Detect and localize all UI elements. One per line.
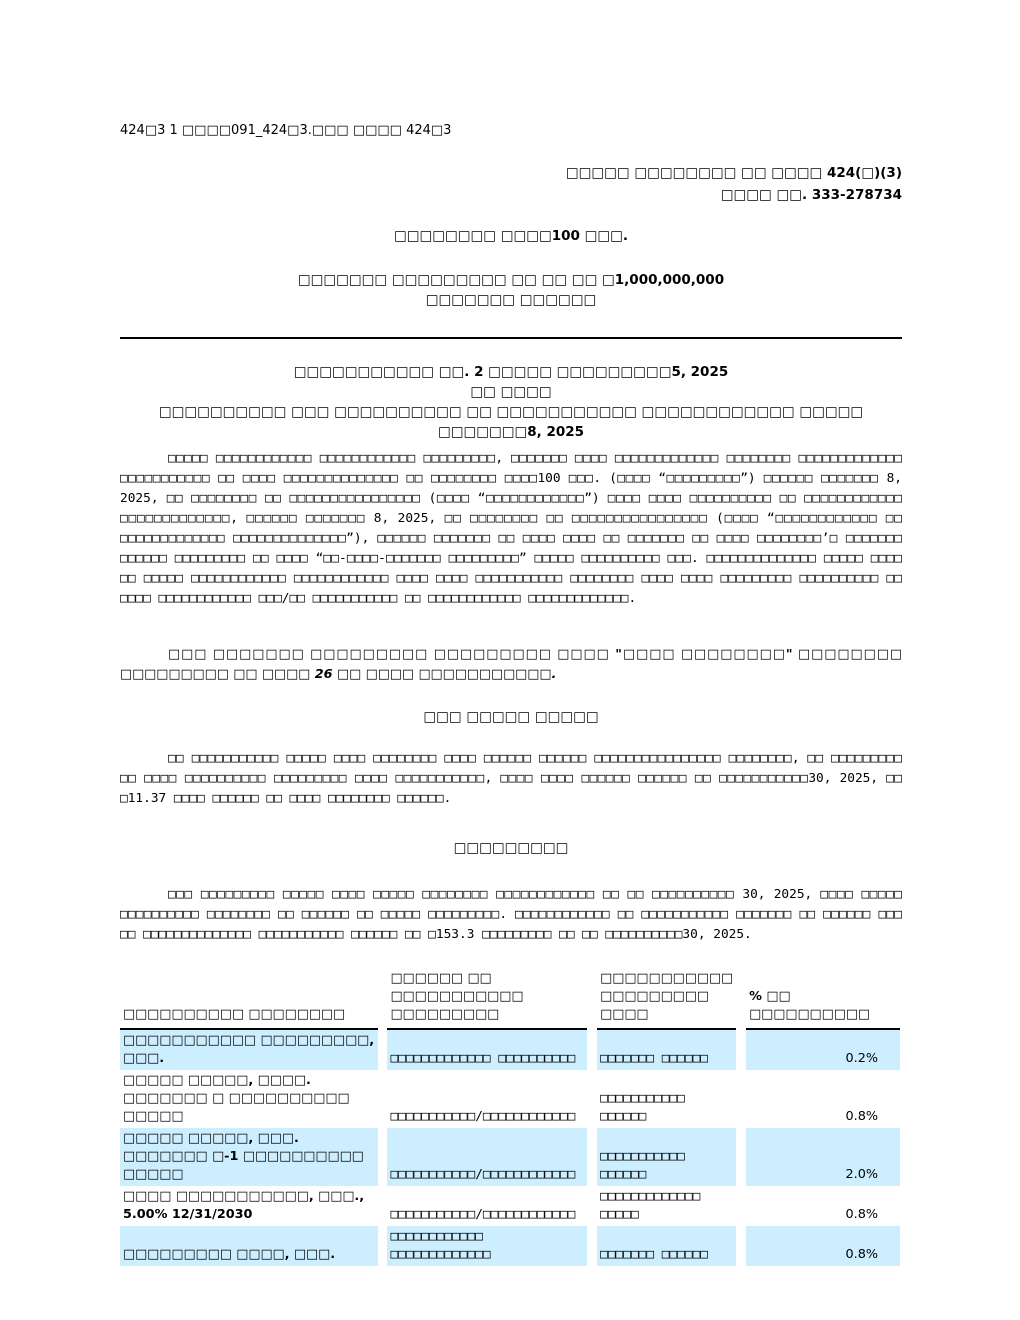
table-row — [120, 1070, 900, 1128]
cell-type: □□□□□□□□□□□/□□□□□□□□□□□□ — [387, 1128, 587, 1186]
cell-name: □□□□□□□□□□□ □□□□□□□□□, □□□. — [120, 1029, 378, 1070]
filing-rule-line: □□□□□ □□□□□□□□ □□ □□□□ 424(□)(3) — [565, 165, 902, 181]
portfolio-paragraph: □□□ □□□□□□□□□ □□□□□ □□□□ □□□□□ □□□□□□□□ □□□□□□□□□□□□ □□ □□ □□□□□□□□□□ 30, 2025, □□□□ □□□□□ □□□□□□□□□□ □□□□□□□□ □□ □□□□□□ □□ □□□□□ □□□□□□□□□. □□□□□□□□□□□□ □□ □□□□□□□□□□□ □□□□□□□ □□ □□□□□□ □□□ □□ □□□□□□□□□□□□□□ □□□□□□□□□□□ □□□□□□ □□ □153.3 □□□□□□□□□ □□ □□ □□□□□□□□□□30, 2025. — [120, 887, 902, 942]
offering-subtitle: □□□□□□□ □□□□□□ — [425, 292, 597, 308]
filing-reference — [566, 162, 902, 206]
cell-percent: 0.8% — [746, 1226, 900, 1266]
cell-industry: □□□□□□□ □□□□□□ — [597, 1029, 736, 1070]
cell-type: □□□□□□□□□□□□ □□□□□□□□□□□□□ — [387, 1226, 587, 1266]
horizontal-divider — [120, 337, 902, 339]
supplement-heading — [120, 362, 902, 442]
column-header-industry: □□□□□□□□□□□ □□□□□□□□□ □□□□ — [597, 968, 736, 1029]
cell-industry: □□□□□□□□□□□ □□□□□□ — [597, 1128, 736, 1186]
table-row — [120, 1128, 900, 1186]
column-header-name: □□□□□□□□□□ □□□□□□□□ — [120, 968, 378, 1029]
table-row — [120, 1029, 900, 1070]
table-header-row — [120, 968, 900, 1029]
nav-paragraph: □□ □□□□□□□□□□□ □□□□□ □□□□ □□□□□□□□ □□□□ □□□□□□ □□□□□□ □□□□□□□□□□□□□□□□ □□□□□□□□, □□ □□□□□□□□□ □□ □□□□ □□□□□□□□□□ □□□□□□□□□ □□□□ □□□□□□□□□□□, □□□□ □□□□ □□□□□□ □□□□□□ □□ □□□□□□□□□□□30, 2025, □□ □11.37 □□□□ □□□□□□ □□ □□□□ □□□□□□□□ □□□□□□. — [120, 751, 902, 806]
table-row — [120, 1226, 900, 1266]
cell-type: □□□□□□□□□□□/□□□□□□□□□□□□ — [390, 1207, 576, 1222]
offering-title — [120, 270, 902, 310]
offering-amount-line: □□□□□□□ □□□□□□□□□ □□ □□ □□ □1,000,000,000 — [297, 272, 725, 288]
cell-percent: 0.8% — [845, 1109, 878, 1124]
risk-factors-paragraph: □□□ □□□□□□□ □□□□□□□□□ □□□□□□□□□ □□□□ "□□□□ □□□□□□□□" □□□□□□□□ □□□□□□□□□ □□ □□□□ 26 □□ □□□□ □□□□□□□□□□□. — [120, 647, 902, 682]
cell-industry: □□□□□□□□□□□ □□□□□□ — [600, 1091, 685, 1124]
supplement-date-line: □□□□□□□□□□□ □□. 2 □□□□□ □□□□□□□□□5, 2025 — [293, 364, 729, 380]
cell-industry: □□□□□□□□□□□□□ □□□□□ — [600, 1189, 701, 1222]
prospectus-reference-line: □□□□□□□□□□ □□□ □□□□□□□□□□ □□ □□□□□□□□□□□ □□□□□□□□□□□□ □□□□□ □□□□□□□8, 2025 — [158, 404, 864, 440]
column-header-percent: % □□ □□□□□□□□□□ — [746, 968, 900, 1029]
cell-percent: 0.8% — [845, 1207, 878, 1222]
table-row — [120, 1186, 900, 1226]
cell-name: □□□□□ □□□□□, □□□□. □□□□□□□ □ □□□□□□□□□□ □□□□□ — [123, 1073, 350, 1124]
registration-number: □□□□ □□. 333-278734 — [720, 187, 902, 203]
cell-industry: □□□□□□□ □□□□□□ — [597, 1226, 736, 1266]
column-header-type: □□□□□□ □□ □□□□□□□□□□□ □□□□□□□□□ — [387, 968, 587, 1029]
section-heading-recent: □□□ □□□□□ □□□□□ — [423, 709, 599, 725]
cell-percent: 2.0% — [746, 1128, 900, 1186]
section-heading-portfolio: □□□□□□□□□ — [453, 840, 569, 856]
company-name: □□□□□□□□ □□□□100 □□□. — [393, 228, 629, 244]
cell-name: □□□□□ □□□□□, □□□. □□□□□□□ □-1 □□□□□□□□□□ □□□□□ — [120, 1128, 378, 1186]
cell-type: □□□□□□□□□□□/□□□□□□□□□□□□ — [390, 1109, 576, 1124]
cell-name: □□□□□□□□□ □□□□, □□□. — [120, 1226, 378, 1266]
supplement-connector: □□ □□□□ — [470, 384, 552, 400]
cell-name: □□□□ □□□□□□□□□□□, □□□., 5.00% 12/31/2030 — [123, 1189, 365, 1222]
file-header-line: 424□3 1 □□□□091_424□3.□□□ □□□□ 424□3 — [120, 123, 452, 138]
intro-paragraph: □□□□□ □□□□□□□□□□□□ □□□□□□□□□□□□ □□□□□□□□□, □□□□□□□ □□□□ □□□□□□□□□□□□□ □□□□□□□□ □□□□□□□□□□□□□ □□□□□□□□□□□ □□ □□□□ □□□□□□□□□□□□□□ □□ □□□□□□□□ □□□□100 □□□. (□□□□ “□□□□□□□□□”) □□□□□□ □□□□□□□ 8, 2025, □□ □□□□□□□□ □□ □□□□□□□□□□□□□□□□ (□□□□ “□□□□□□□□□□□□”) □□□□ □□□□ □□□□□□□□□□ □□ □□□□□□□□□□□□ □□□□□□□□□□□□□, □□□□□□ □□□□□□□ 8, 2025, □□ □□□□□□□□ □□ □□□□□□□□□□□□□□□□ (□□□□ “□□□□□□□□□□□□ □□ □□□□□□□□□□□□□ □□□□□□□□□□□□□□”), □□□□□□ □□□□□□□ □□ □□□□ □□□□ □□ □□□□□□□ □□ □□□□ □□□□□□□□’□ □□□□□□□ □□□□□□ □□□□□□□□□ □□ □□□□ “□□-□□□□-□□□□□□□ □□□□□□□□□” □□□□□ □□□□□□□□□□ □□□. □□□□□□□□□□□□□□ □□□□□ □□□□ □□ □□□□□ □□□□□□□□□□□□ □□□□□□□□□□□□ □□□□ □□□□ □□□□□□□□□□□ □□□□□□□□ □□□□ □□□□ □□□□□□□□□ □□□□□□□□□□ □□ □□□□ □□□□□□□□□□□□ □□□/□□ □□□□□□□□□□□ □□ □□□□□□□□□□□□ □□□□□□□□□□□□□. — [120, 451, 902, 606]
cell-percent: 0.2% — [746, 1029, 900, 1070]
cell-type: □□□□□□□□□□□□□ □□□□□□□□□□ — [387, 1029, 587, 1070]
portfolio-table — [120, 968, 900, 1266]
